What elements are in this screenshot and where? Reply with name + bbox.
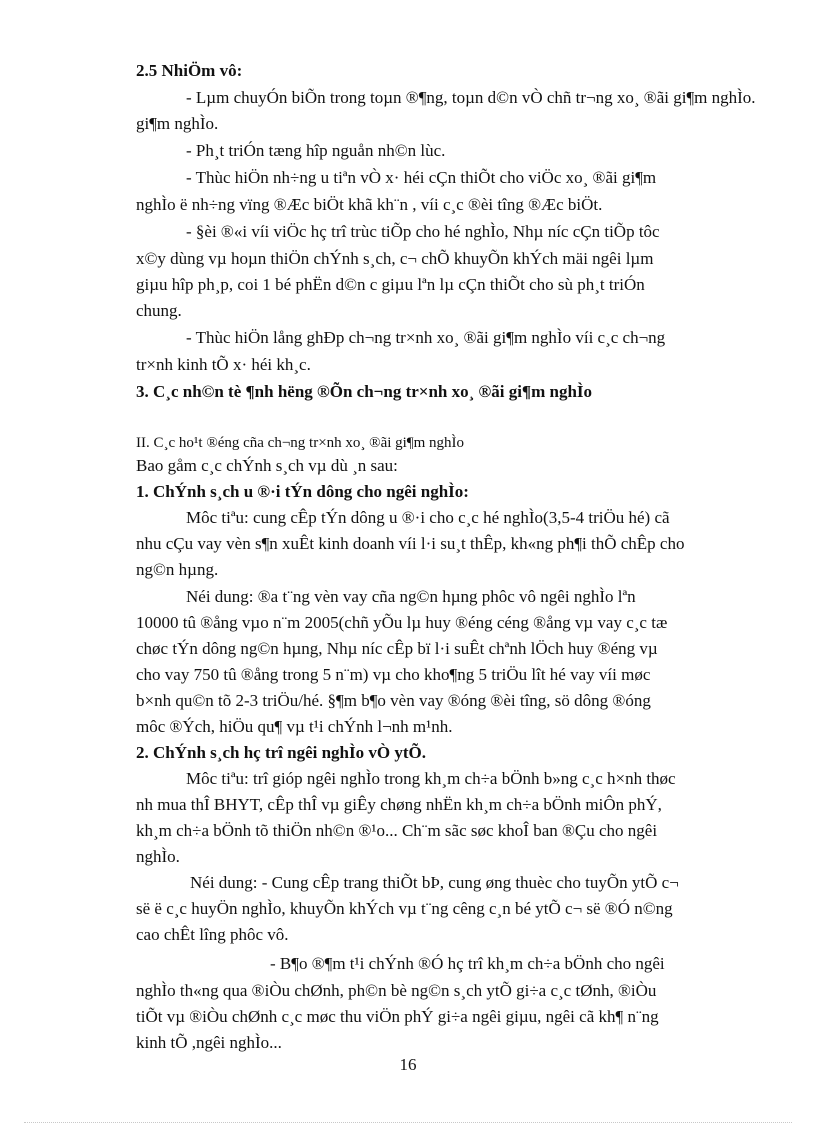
text-line: - Ph¸t triÓn tæng hîp nguån nh©n lùc. [186, 141, 446, 160]
text-line: tiÕt vµ ®iÒu chØnh c¸c møc thu viÖn phÝ gi÷a ngêi giµu, ngêi cã kh¶ n¨ng [136, 1007, 659, 1026]
text-line: môc ®Ých, hiÖu qu¶ vµ t¹i chÝnh l¬nh m¹nh. [136, 717, 453, 736]
text-line: nh mua thÎ BHYT, cÊp thÎ vµ giÊy chøng nhËn kh¸m ch÷a bÖnh miÔn phÝ, [136, 795, 662, 814]
section-heading: 2. ChÝnh s¸ch hç trî ngêi nghÌo vÒ ytÕ. [136, 743, 426, 762]
text-line: 10000 tû ®ång vµo n¨m 2005(chñ yÕu lµ huy ®éng céng ®ång vµ vay c¸c tæ [136, 613, 668, 632]
section-heading: 2.5 NhiÖm vô: [136, 61, 243, 80]
text-line: cho vay 750 tû ®ång trong 5 n¨m) vµ cho kho¶ng 5 triÖu lît hé vay víi møc [136, 665, 651, 684]
page-number: 16 [399, 1055, 417, 1074]
text-line: Néi dung: - Cung cÊp trang thiÕt bÞ, cung øng thuèc cho tuyÕn ytÕ c¬ [190, 873, 679, 892]
text-line: Môc tiªu: cung cÊp tÝn dông u ®·i cho c¸c hé nghÌo(3,5-4 triÖu hé) cã [186, 508, 670, 527]
text-line: kinh tÕ ,ngêi nghÌo... [136, 1033, 282, 1052]
text-line: së ë c¸c huyÖn nghÌo, khuyÕn khÝch vµ t¨ng cêng c¸n bé ytÕ c¬ së ®Ó n©ng [136, 899, 673, 918]
text-line: tr×nh kinh tÕ x· héi kh¸c. [136, 355, 311, 374]
text-line: - Thùc hiÖn lång ghÐp ch¬ng tr×nh xo¸ ®ãi gi¶m nghÌo víi c¸c ch¬ng [186, 328, 666, 347]
text-line: b×nh qu©n tõ 2-3 triÖu/hé. §¶m b¶o vèn vay ®óng ®èi tîng, sö dông ®óng [136, 691, 651, 710]
text-line: nghÌo th«ng qua ®iÒu chØnh, ph©n bè ng©n s¸ch ytÕ gi÷a c¸c tØnh, ®iÒu [136, 981, 657, 1000]
text-line: nhu cÇu vay vèn s¶n xuÊt kinh doanh víi l·i su¸t thÊp, kh«ng ph¶i thÕ chÊp cho [136, 534, 685, 553]
text-line: nghÌo ë nh÷ng vïng ®Æc biÖt khã kh¨n , víi c¸c ®èi tîng ®Æc biÖt. [136, 195, 603, 214]
text-line: cao chÊt lîng phôc vô. [136, 925, 289, 944]
text-line: Néi dung: ®a t¨ng vèn vay cña ng©n hµng phôc vô ngêi nghÌo lªn [186, 587, 636, 606]
section-heading: 3. C¸c nh©n tè ¶nh hëng ®Õn ch¬ng tr×nh xo¸ ®ãi gi¶m nghÌo [136, 382, 593, 401]
text-line: kh¸m ch÷a bÖnh tõ thiÖn nh©n ®¹o... Ch¨m sãc søc khoÎ ban ®Çu cho ngêi [136, 821, 658, 840]
text-line: giµu hîp ph¸p, coi 1 bé phËn d©n c giµu lªn lµ cÇn thiÕt cho sù ph¸t triÓn [136, 275, 645, 294]
text-line: - §èi ®«i víi viÖc hç trî trùc tiÕp cho hé nghÌo, Nhµ níc cÇn tiÕp tôc [186, 222, 660, 241]
text-line: gi¶m nghÌo. [136, 114, 219, 133]
section-heading: 1. ChÝnh s¸ch u ®·i tÝn dông cho ngêi nghÌo: [136, 482, 469, 501]
text-line: - Lµm chuyÓn biÕn trong toµn ®¶ng, toµn d©n vÒ chñ tr¬ng xo¸ ®ãi gi¶m nghÌo. [186, 88, 756, 107]
text-line: II. C¸c ho¹t ®éng cña ch¬ng tr×nh xo¸ ®ãi gi¶m nghÌo [136, 435, 465, 451]
text-line: ng©n hµng. [136, 560, 219, 579]
text-line: Bao gåm c¸c chÝnh s¸ch vµ dù ¸n sau: [136, 456, 398, 475]
text-line: nghÌo. [136, 847, 180, 866]
text-line: chung. [136, 301, 182, 320]
text-line: - B¶o ®¶m t¹i chÝnh ®Ó hç trî kh¸m ch÷a bÖnh cho ngêi [270, 954, 665, 973]
text-line: x©y dùng vµ hoµn thiÖn chÝnh s¸ch, c¬ chÕ khuyÕn khÝch mäi ngêi lµm [136, 249, 654, 268]
text-line: chøc tÝn dông ng©n hµng, Nhµ níc cÊp bï l·i suÊt chªnh lÖch huy ®éng vµ [136, 639, 658, 658]
text-line: - Thùc hiÖn nh÷ng u tiªn vÒ x· héi cÇn thiÕt cho viÖc xo¸ ®ãi gi¶m [186, 168, 657, 187]
text-line: Môc tiªu: trî gióp ngêi nghÌo trong kh¸m ch÷a bÖnh b»ng c¸c h×nh thøc [186, 769, 676, 788]
